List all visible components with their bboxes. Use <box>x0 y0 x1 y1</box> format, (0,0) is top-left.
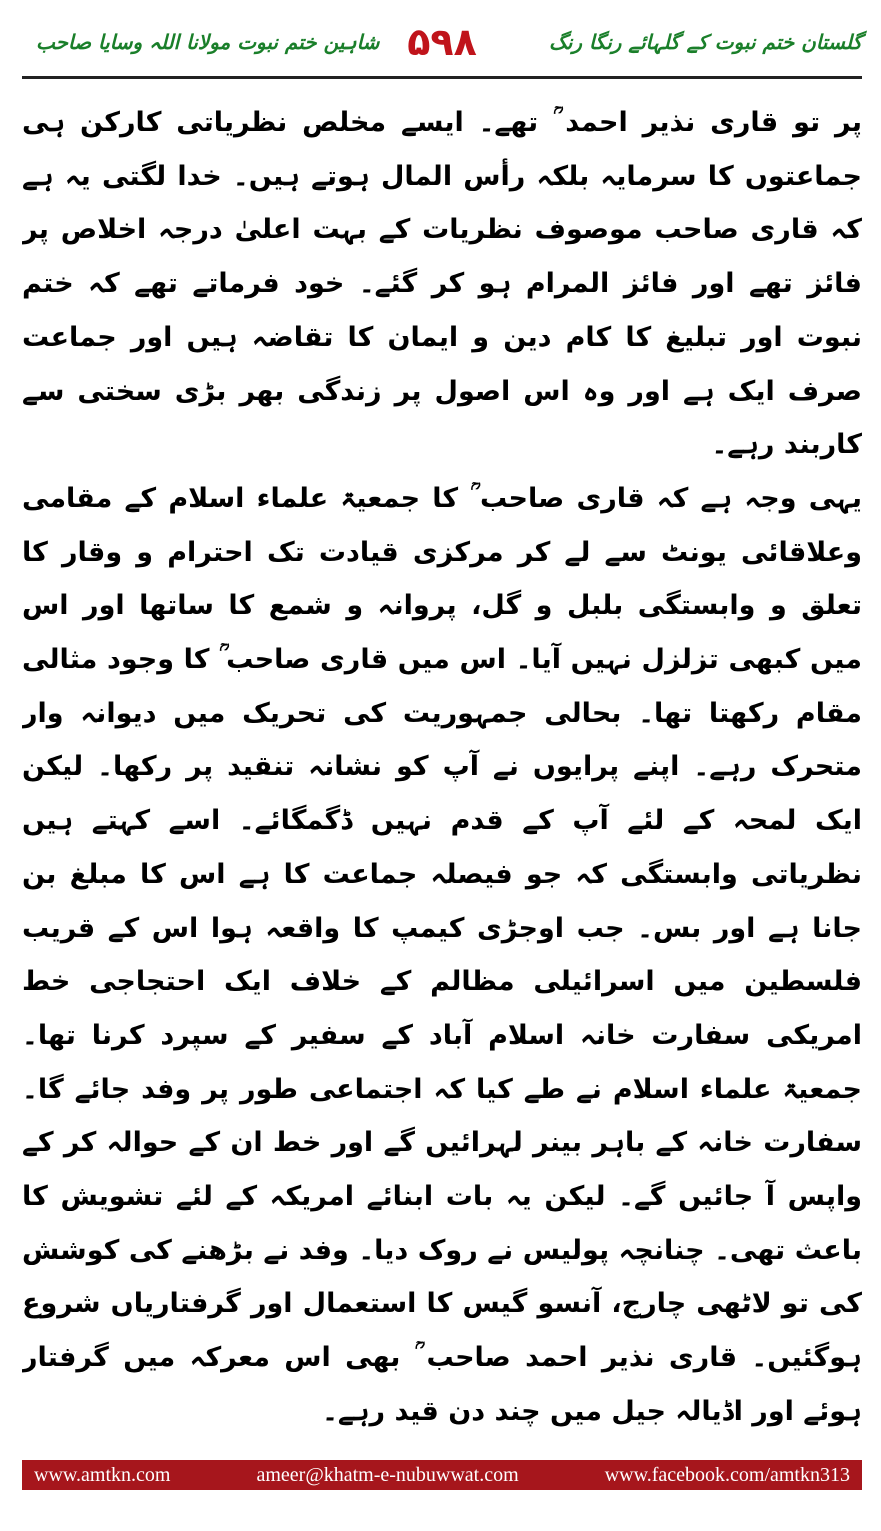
page-number: ۵۹۸ <box>407 20 477 64</box>
paragraph-1: پر تو قاری نذیر احمد ؒ تھے۔ ایسے مخلص نظریاتی کارکن ہی جماعتوں کا سرمایہ بلکہ رأس المال ہوتے ہیں۔ خدا لگتی یہ ہے کہ قاری صاحب موصوف نظریات کے بہت اعلیٰ درجہ اخلاص پر فائز تھے اور فائز المرام ہو کر گئے۔ خود فرماتے تھے کہ ختم نبوت اور تبلیغ کا کام دین و ایمان کا تقاضہ ہیں اور جماعت صرف ایک ہے اور وہ اس اصول پر زندگی بھر بڑی سختی سے کاربند رہے۔ <box>22 107 862 461</box>
footer-bar <box>22 1460 862 1490</box>
article-body <box>22 96 862 1436</box>
website-link[interactable]: www.amtkn.com <box>34 1464 171 1486</box>
page-header <box>22 22 862 72</box>
paragraph-2: یہی وجہ ہے کہ قاری صاحب ؒ کا جمعیۃ علماء اسلام کے مقامی وعلاقائی یونٹ سے لے کر مرکزی قیادت تک احترام و وقار کا تعلق و وابستگی بلبل و گل، پروانہ و شمع کا ساتھا اور اس میں کبھی تزلزل نہیں آیا۔ اس میں قاری صاحب ؒ کا وجود مثالی مقام رکھتا تھا۔ بحالی جمہوریت کی تحریک میں دیوانہ وار متحرک رہے۔ اپنے پرایوں نے آپ کو نشانہ تنقید پر رکھا۔ لیکن ایک لمحہ کے لئے آپ کے قدم نہیں ڈگمگائے۔ اسے کہتے ہیں نظریاتی وابستگی کہ جو فیصلہ جماعت کا ہے اس کا مبلغ بن جانا ہے اور بس۔ جب اوجڑی کیمپ کا واقعہ ہوا اس کے قریب فلسطین میں اسرائیلی مظالم کے خلاف ایک احتجاجی خط امریکی سفارت خانہ اسلام آباد کے سفیر کے سپرد کرنا تھا۔ جمعیۃ علماء اسلام نے طے کیا کہ اجتماعی طور پر وفد جائے گا۔ سفارت خانہ کے باہر بینر لہرائیں گے اور خط ان کے حوالہ کر کے واپس آ جائیں گے۔ لیکن یہ بات ابنائے امریکہ کے لئے تشویش کا باعث تھی۔ چنانچہ پولیس نے روک دیا۔ وفد نے بڑھنے کی کوشش کی تو لاٹھی چارج، آنسو گیس کا استعمال اور گرفتاریاں شروع ہوگئیں۔ قاری نذیر احمد صاحب ؒ بھی اس معرکہ میں گرفتار ہوئے اور اڈیالہ جیل میں چند دن قید رہے۔ <box>22 482 862 1427</box>
book-title: گلستان ختم نبوت کے گلہائے رنگا رنگ <box>548 30 862 54</box>
header-divider <box>22 76 862 79</box>
chapter-title: شاہین ختم نبوت مولانا اللہ وسایا صاحب <box>36 30 380 54</box>
facebook-link[interactable]: www.facebook.com/amtkn313 <box>604 1464 850 1486</box>
email-link[interactable]: ameer@khatm-e-nubuwwat.com <box>256 1464 519 1486</box>
